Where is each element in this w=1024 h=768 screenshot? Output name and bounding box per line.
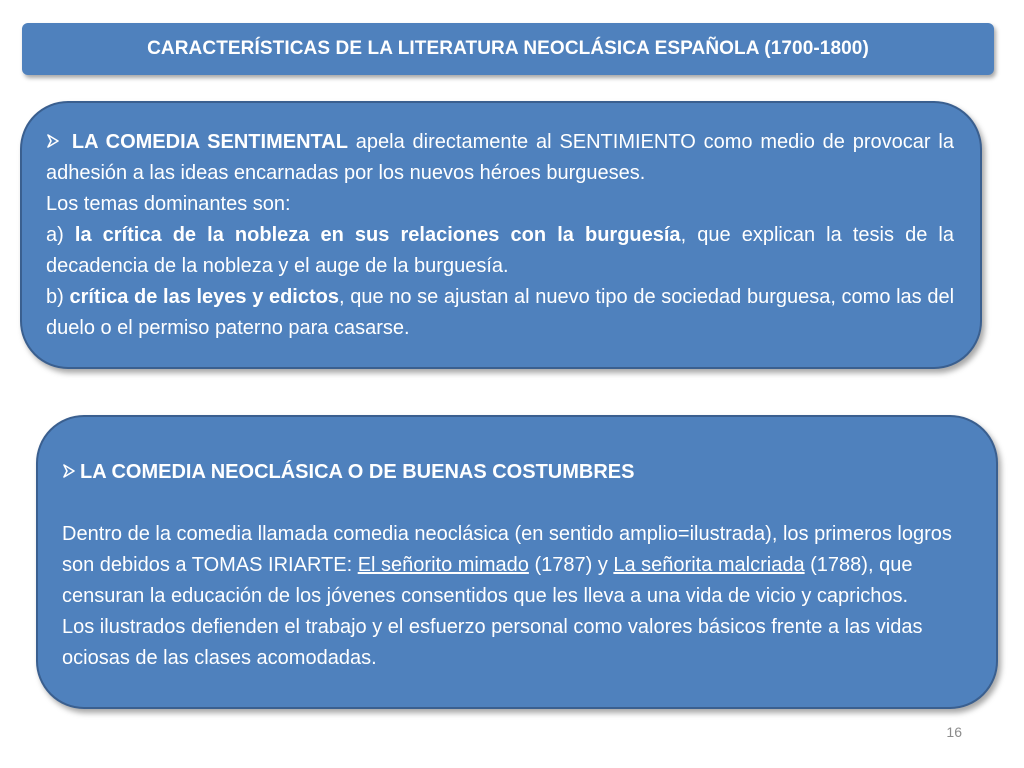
title-banner bbox=[22, 23, 994, 75]
arrow-bullet-icon bbox=[46, 127, 64, 158]
theme-item-a bbox=[46, 220, 954, 282]
theme-a-prefix: a) bbox=[46, 224, 75, 246]
work-senorita-malcriada: La señorita malcriada bbox=[613, 554, 805, 576]
theme-b-prefix: b) bbox=[46, 286, 70, 308]
iriarte-paragraph bbox=[62, 519, 970, 612]
comedia-neoclasica-heading: LA COMEDIA NEOCLÁSICA O DE BUENAS COSTUMBRES bbox=[80, 461, 635, 483]
comedia-neoclasica-heading-line bbox=[62, 457, 970, 488]
arrow-bullet-icon bbox=[62, 457, 80, 488]
comedia-sentimental-heading: LA COMEDIA SENTIMENTAL bbox=[71, 131, 348, 153]
slide-title: CARACTERÍSTICAS DE LA LITERATURA NEOCLÁSICA ESPAÑOLA (1700-1800) bbox=[147, 38, 869, 59]
page-number: 16 bbox=[946, 724, 962, 740]
theme-item-b bbox=[46, 282, 954, 344]
iriarte-text-2: (1787) y bbox=[528, 554, 614, 576]
theme-a-bold: la crítica de la nobleza en sus relaciones con la burguesía bbox=[74, 224, 681, 246]
theme-a-text: , que explican la tesis de la decadencia de la nobleza y el auge de la burguesía. bbox=[46, 224, 954, 277]
iriarte-text-3: (1788), que censuran la educación de los jóvenes consentidos que les lleva a una vida de vicio y caprichos. bbox=[62, 554, 913, 607]
comedia-sentimental-intro bbox=[46, 127, 954, 189]
ilustrados-paragraph: Los ilustrados defienden el trabajo y el esfuerzo personal como valores básicos frente a las vidas ociosas de las clases acomodadas. bbox=[62, 616, 923, 669]
comedia-neoclasica-box bbox=[36, 415, 998, 709]
themes-label: Los temas dominantes son: bbox=[46, 193, 291, 215]
theme-b-bold: crítica de las leyes y edictos bbox=[69, 286, 339, 308]
work-senorito-mimado: El señorito mimado bbox=[357, 554, 529, 576]
comedia-sentimental-description: apela directamente al SENTIMIENTO como medio de provocar la adhesión a las ideas encarnadas por los nuevos héroes burgueses. bbox=[46, 131, 954, 184]
iriarte-text-1: Dentro de la comedia llamada comedia neoclásica (en sentido amplio=ilustrada), los primeros logros son debidos a TOMAS IRIARTE: bbox=[62, 523, 952, 576]
theme-b-text: , que no se ajustan al nuevo tipo de sociedad burguesa, como las del duelo o el permiso paterno para casarse. bbox=[46, 286, 955, 339]
spacer bbox=[62, 488, 970, 519]
comedia-sentimental-box bbox=[20, 101, 982, 369]
